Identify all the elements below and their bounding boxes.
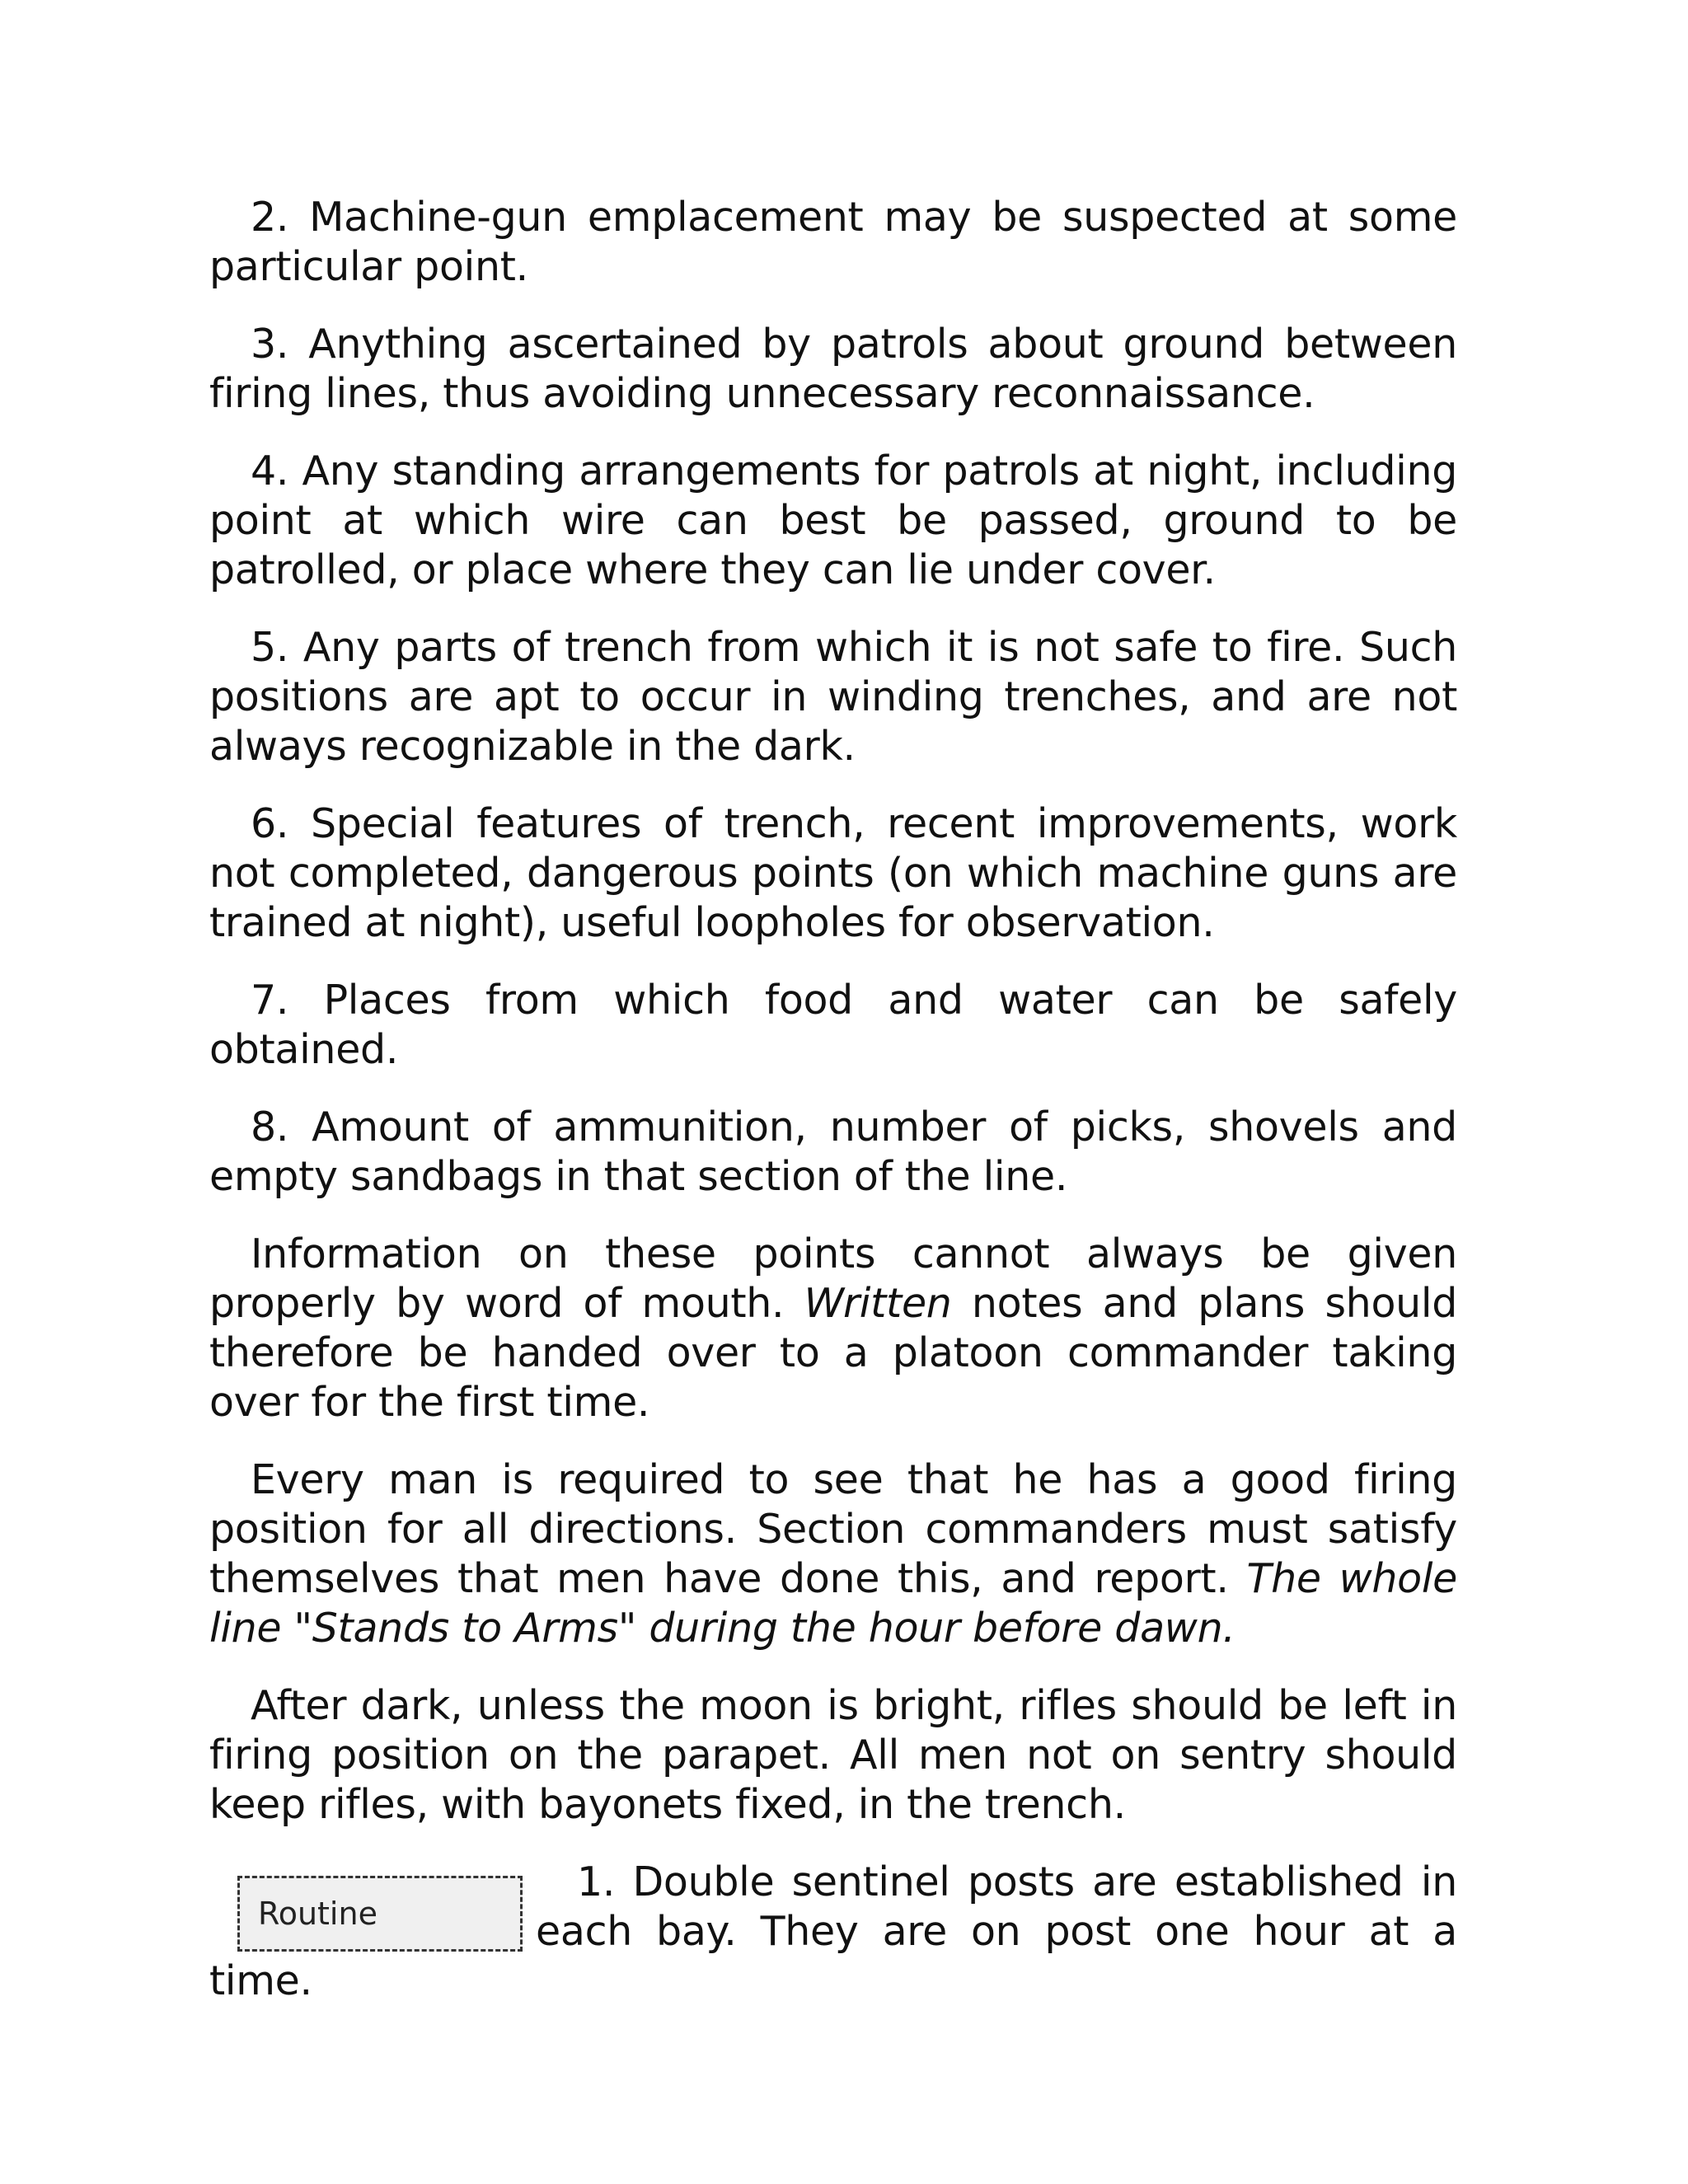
information-text-end: notes and plans should therefore be handed over to a platoon commander taking over for the first time. (209, 1280, 1457, 1426)
information-emphasis: Written (804, 1280, 952, 1327)
routine-sidenote: Routine (237, 1876, 523, 1952)
document-page (209, 193, 1457, 2034)
routine-section (209, 1858, 1457, 2006)
paragraph-item-2: 2. Machine-gun emplacement may be suspected at some particular point. (209, 194, 1457, 290)
paragraph-item-4: 4. Any standing arrangements for patrols at night, including point at which wire can best be passed, ground to be patrolled, or place where they can lie under cover. (209, 448, 1457, 593)
paragraph-item-6: 6. Special features of trench, recent improvements, work not completed, dangerous points (on which machine guns are trained at night), useful loopholes for observation. (209, 800, 1457, 946)
paragraph-routine-item-1: 1. Double sentinel posts are established in each bay. They are on post one hour at a time. (209, 1858, 1457, 2004)
paragraph-item-5: 5. Any parts of trench from which it is not safe to fire. Such positions are apt to occur in winding trenches, and are not always recognizable in the dark. (209, 624, 1457, 770)
paragraph-item-3: 3. Anything ascertained by patrols about ground between firing lines, thus avoiding unnecessary reconnaissance. (209, 321, 1457, 417)
firing-position-text: Every man is required to see that he has a good firing position for all directions. Section commanders must satisfy themselves that men have done this, and report. (209, 1456, 1457, 1602)
paragraph-item-8: 8. Amount of ammunition, number of picks, shovels and empty sandbags in that section of the line. (209, 1104, 1457, 1200)
information-text-start: Information on these points cannot always be given properly by word of mouth. (209, 1230, 1457, 1327)
paragraph-firing-position (209, 1455, 1457, 1653)
paragraph-information (209, 1230, 1457, 1427)
paragraph-item-7: 7. Places from which food and water can be safely obtained. (209, 977, 1457, 1073)
paragraph-after-dark: After dark, unless the moon is bright, rifles should be left in firing position on the parapet. All men not on sentry should keep rifles, with bayonets fixed, in the trench. (209, 1682, 1457, 1828)
stand-to-arms-emphasis: The whole line "Stands to Arms" during the hour before dawn. (209, 1555, 1457, 1652)
